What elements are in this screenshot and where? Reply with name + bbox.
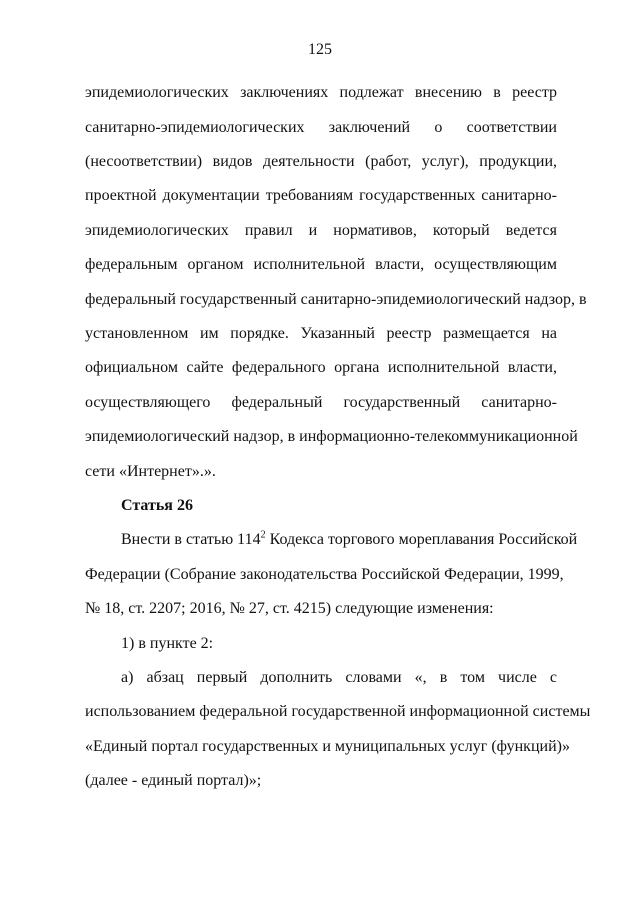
item-1: 1) в пункте 2: [121, 635, 214, 652]
paragraph-1-line-7: федеральный государственный санитарно-эпидемиологический надзор, в [85, 291, 587, 308]
paragraph-1-line-5: эпидемиологических правил и нормативов, который ведется [85, 222, 557, 239]
paragraph-1-line-4: проектной документации требованиям государственных санитарно- [85, 187, 557, 204]
paragraph-1-line-12: сети «Интернет».». [85, 463, 216, 480]
paragraph-1-line-10: осуществляющего федеральный государственный санитарно- [85, 394, 557, 411]
item-a-line-3: «Единый портал государственных и муниципальных услуг (функций)» [85, 738, 570, 755]
paragraph-1-line-1: эпидемиологических заключениях подлежат внесению в реестр [85, 84, 557, 101]
item-a-line-1: а) абзац первый дополнить словами «, в том числе с [121, 669, 557, 686]
paragraph-2-line-1 [121, 529, 578, 550]
paragraph-1-line-2: санитарно-эпидемиологических заключений о соответствии [85, 119, 557, 136]
page-number: 125 [308, 41, 332, 58]
paragraph-1-line-3: (несоответствии) видов деятельности (работ, услуг), продукции, [85, 153, 557, 170]
paragraph-1-line-6: федеральным органом исполнительной власти, осуществляющим [85, 256, 557, 273]
paragraph-2-line-3: № 18, ст. 2207; 2016, № 27, ст. 4215) следующие изменения: [85, 600, 494, 617]
paragraph-2-line-2: Федерации (Собрание законодательства Российской Федерации, 1999, [85, 566, 564, 583]
paragraph-1-line-11: эпидемиологический надзор, в информационно-телекоммуникационной [85, 428, 578, 445]
paragraph-1-line-9: официальном сайте федерального органа исполнительной власти, [85, 359, 557, 376]
article-superscript: 2 [260, 529, 266, 541]
paragraph-1-line-8: установленном им порядке. Указанный реестр размещается на [85, 325, 557, 342]
item-a-line-4: (далее - единый портал)»; [85, 772, 262, 789]
paragraph-2-text-start: Внести в статью 114 [121, 531, 261, 548]
item-a-line-2: использованием федеральной государственной информационной системы [85, 703, 591, 720]
article-heading: Статья 26 [121, 497, 193, 514]
paragraph-2-text-end: Кодекса торгового мореплавания Российской [265, 531, 578, 548]
